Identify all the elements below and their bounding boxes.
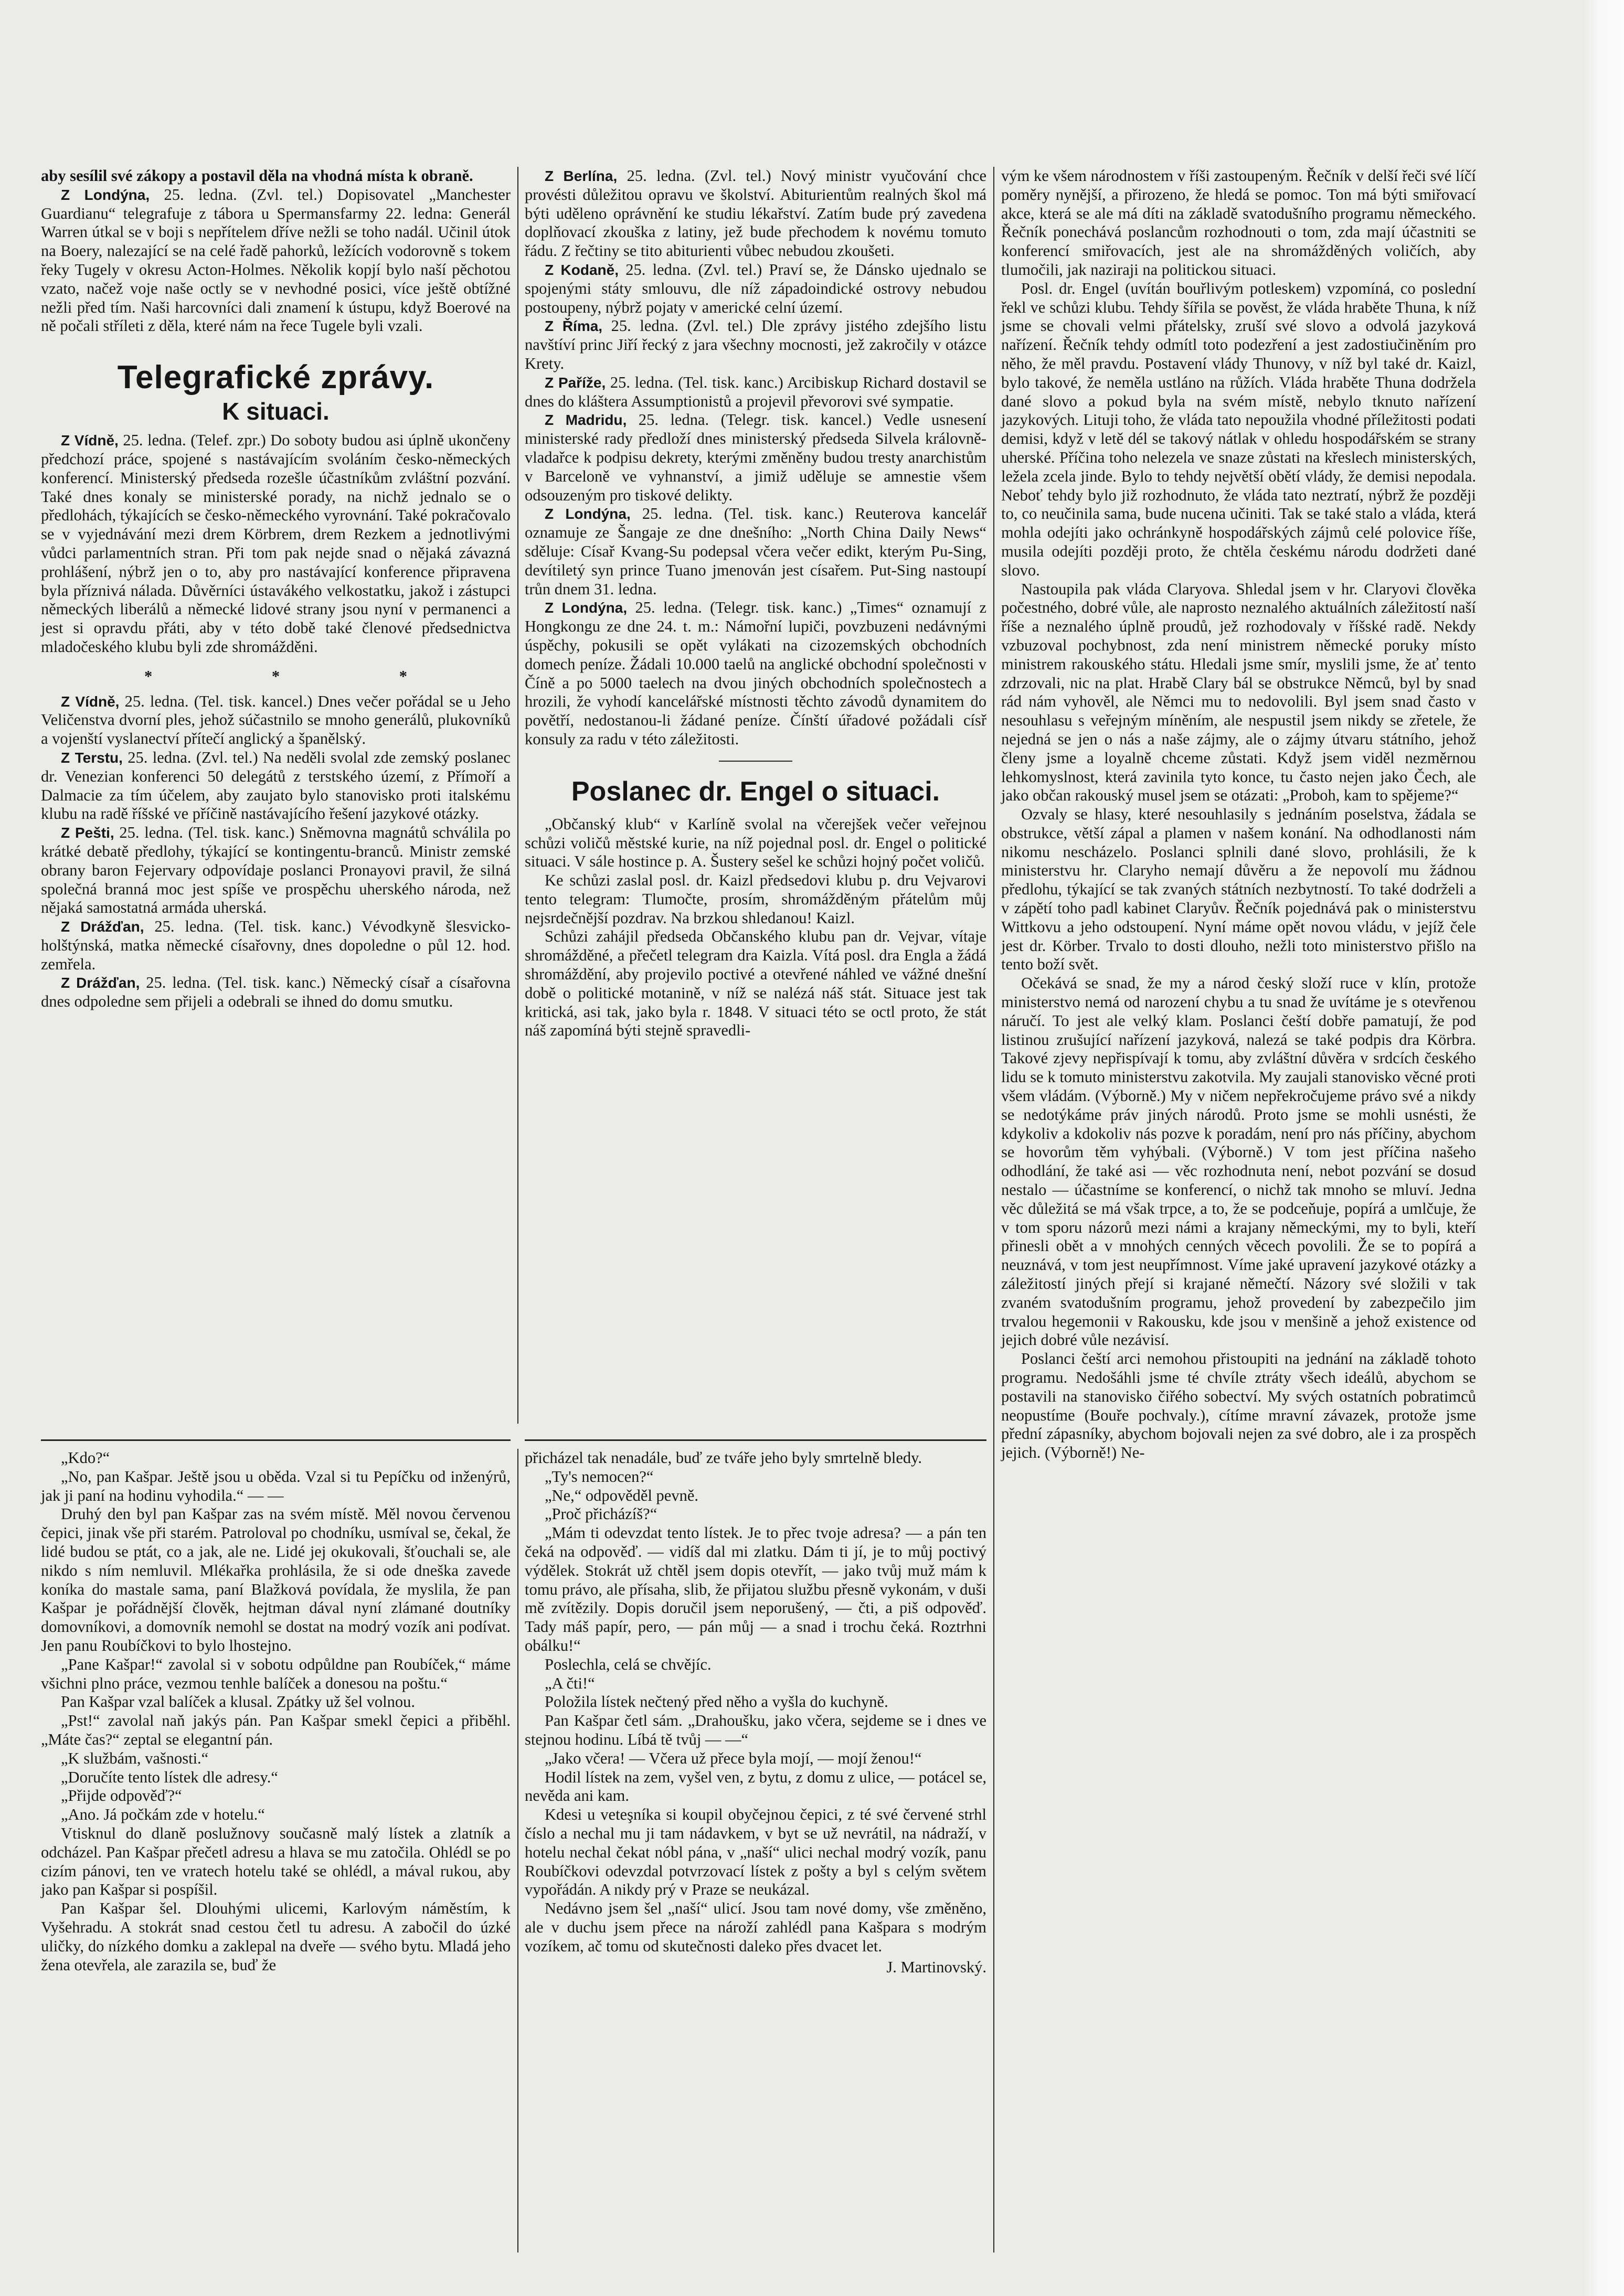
section-subheadline: K situaci. xyxy=(222,398,330,425)
article-londyn-1: Z Londýna, 25. ledna. (Tel. tisk. kanc.) Reuterova kancelář oznamuje ze Šangaje ze dne dnešního: „North China Daily News“ sděluje: Císař Kvang-Su podepsal včera večer edikt, kterým Pu-Sing, devítiletý syn prince Tuano jmenován jest císařem. Put-Sing nastoupí trůn dnem 31. ledna. xyxy=(525,505,986,598)
feuilleton-rule-mid xyxy=(525,1439,986,1441)
column-1 xyxy=(41,167,511,1011)
feuilleton-paragraph: „Přijde odpověď?“ xyxy=(61,1787,182,1805)
engel-paragraph-2: Ke schůzi zaslal posl. dr. Kaizl předsedovi klubu p. dru Vejvarovi tento telegram: Tlumočte, prosím, shromážděným přátelům můj nejsrdečnější pozdrav. Na brzkou shledanou! Kaizl. xyxy=(525,871,986,927)
feuilleton-paragraph: „A čti!“ xyxy=(545,1674,595,1692)
stars-divider: * * * xyxy=(144,667,465,685)
author-signature: J. Martinovský. xyxy=(886,1958,986,1976)
article-londyn-2: Z Londýna, 25. ledna. (Telegr. tisk. kanc.) „Times“ oznamují z Hongkongu ze dne 24. t. m.: Námořní lupiči, povzbuzeni nedávnými úspěchy, pokusili se opět vylákati na cizozemských obchodních domech peníze. Žádali 10.000 taelů na anglické obchodní společnosti v Číně a po 5000 taelech na dvou jiných obchodních společnostech a hrozili, že vyhodí kancelářské místnosti těchto závodů dynamitem do povětří, nedostanou-li žádané peníze. Čínští úřadové požádali císř konsuly za radu v této záležitosti. xyxy=(525,599,986,748)
article-berlin: Z Berlína, 25. ledna. (Zvl. tel.) Nový ministr vyučování chce provésti důležitou opravu ve školství. Abiturientům realných škol má býti uděleno oprávnění ke studiu lékařství. Zatím bude prý zavedena doplňovací zkouška z latiny, jež bude přechodem k novému tomuto řádu. Z řečtiny se tito abiturienti vůbec nebudou zkoušeti. xyxy=(525,167,986,260)
engel-paragraph-3: Schůzi zahájil předseda Občanského klubu pan dr. Vejvar, vítaje shromážděné, a přečetl telegram dra Kaizla. Vítá posl. dra Engla a žádá shromáždění, aby projevilo poctivé a otevřené náhled ve vážné dnešní době o politické motanině, v níž se nalézá náš stát. Situace jest tak kritická, asi tak, jako byla r. 1848. V situaci této se octl proto, že stát náš zapomíná býti stejně spravedli- xyxy=(525,927,986,1040)
feuilleton-paragraph: „Doručíte tento lístek dle adresy.“ xyxy=(61,1768,278,1786)
feuilleton-paragraph: Kdesi u veteşníka si koupil obyčejnou čepici, z té své červené strhl číslo a nechal mu ji tam nádavkem, v byt se už nevrátil, na nádraží, v hotelu nechal čekat nóbl pána, v „naší“ ulici nechal modrý vozík, panu Roubíčkovi odevzdal potvrzovací lístek z pošty a byl s celým světem vypořádán. A nikdy prý v Praze se neukázal. xyxy=(525,1806,986,1899)
feuilleton-paragraph: „Ano. Já počkám zde v hotelu.“ xyxy=(61,1806,265,1824)
feuilleton-paragraph: „Mám ti odevzdat tento lístek. Je to přec tvoje adresa? — a pán ten čeká na odpověď. — vidíš dal mi zlatku. Dám ti jí, je to můj poctivý výdělek. Stokrát už chtěl jsem dopis otevřít, — jako tvůj muž mám k tomu právo, ale přísaha, slib, že přijatou službu přesně vykonám, v duši mě zvítězily. Dopis doručil jsem neporušený, — čti, a piš odpověď. Tady máš papír, pero, — pán můj — a snad i trochu čeká. Roztrhni obálku!“ xyxy=(525,1524,986,1654)
feuilleton-paragraph: Položila lístek nečtený před něho a vyšla do kuchyně. xyxy=(545,1693,888,1711)
column-rule-3 xyxy=(517,1449,518,2252)
feuilleton-column-1 xyxy=(41,1449,511,1974)
feuilleton-paragraph: Nedávno jsem šel „naší“ ulicí. Jsou tam nové domy, vše změněno, ale v duchu jsem přece na nároží zahlédl pana Kašpara s modrým vozíkem, ač tomu od skutečnosti daleko přes dvacet let. xyxy=(525,1899,986,1955)
column-3 xyxy=(1001,167,1476,1462)
article-pest: Z Pešti, 25. ledna. (Tel. tisk. kanc.) Sněmovna magnátů schválila po krátké debatě předlohy, týkající se kontingentu-branců. Ministr zemské obrany baron Fejervary odpovídaje poslanci Pronayovi pravil, že silná společná branná moc jest spíše ve prospěchu uherského národa, než nějaká samostatná armáda uherská. xyxy=(41,824,511,917)
article-kodan: Z Kodaně, 25. ledna. (Zvl. tel.) Praví se, že Dánsko ujednalo se spojenými státy smlouvu, dle níž západoindické ostrovy nebudou postoupeny, nýbrž pojaty v americké celní území. xyxy=(525,260,986,316)
article-drazdany-2: Z Drážďan, 25. ledna. (Tel. tisk. kanc.) Německý císař a císařovna dnes odpoledne sem přijeli a odebrali se ihned do domu smutku. xyxy=(41,974,511,1011)
column-rule-1 xyxy=(517,167,518,1424)
article-terst: Z Terstu, 25. ledna. (Zvl. tel.) Na neděli svolal zde zemský poslanec dr. Venezian konferenci 50 delegátů z terstského území, z Přímoří a Dalmacie za tím účelem, aby zaujato bylo stanovisko proti italskému klubu na radě říšské ve příčině nastávajícího řešení jazykové otázky. xyxy=(41,748,511,823)
article-londyn: Z Londýna, 25. ledna. (Zvl. tel.) Dopisovatel „Manchester Guardianu“ telegrafuje z tábora u Spermansfarmy 22. ledna: Generál Warren útkal se v boji s nepřítelem dříve nežli se toho nadál. Učinil útok na Boery, nalezající se na celé řadě pahorků, ležících vodorovně s tokem řeky Tugely v okresu Acton-Holmes. Několik kopjí bylo naší pěchotou vzato, načež voje naše octly se v nevhodné posici, více ještě obtížné nežli před tím. Naši harcovníci dali znamení k ústupu, když Boerové na ně počali stříleti z děla, které nám na řece Tugele byli vzali. xyxy=(41,185,511,335)
feuilleton-paragraph: „Kdo?“ xyxy=(61,1449,110,1467)
short-divider xyxy=(719,761,792,762)
feuilleton-paragraph: Pan Kašpar četl sám. „Drahoušku, jako včera, sejdeme se i dnes ve stejnou hodinu. Líbá tě tvůj — —“ xyxy=(525,1712,986,1748)
feuilleton-paragraph: „Jako včera! — Včera už přece byla mojí, — mojí ženou!“ xyxy=(545,1749,922,1767)
feuilleton-paragraph: Pan Kašpar šel. Dlouhými ulicemi, Karlovým náměstím, k Vyšehradu. A stokrát snad cestou četl tu adresu. A zabočil do úzké uličky, do nízkého domku a zaklepal na dveře — svého bytu. Mladá jeho žena otevřela, ale zarazila se, buď že xyxy=(41,1899,511,1974)
feuilleton-paragraph: „Proč přicházíš?“ xyxy=(545,1505,657,1523)
feuilleton-rule-left xyxy=(41,1439,511,1441)
feuilleton-paragraph: přicházel tak nenadále, buď ze tváře jeho byly smrtelně bledy. xyxy=(525,1449,922,1467)
article-drazdany-1: Z Drážďan, 25. ledna. (Tel. tisk. kanc.) Vévodkyně šlesvicko-holštýnská, matka německé císařovny, dnes dopoledne o půl 12. hod. zemřela. xyxy=(41,917,511,973)
feuilleton-column-2 xyxy=(525,1449,986,1977)
article-headline-engel: Poslanec dr. Engel o situaci. xyxy=(571,776,940,807)
feuilleton-paragraph: „Ne,“ odpověděl pevně. xyxy=(545,1486,699,1504)
feuilleton-paragraph: „Pst!“ zavolal naň jakýs pán. Pan Kašpar smekl čepici a přiběhl. „Máte čas?“ zeptal se elegantní pán. xyxy=(41,1712,511,1748)
feuilleton-paragraph: „Pane Kašpar!“ zavolal si v sobotu odpůldne pan Roubíček,“ máme všichni plno práce, vezmou tenhle balíček a donesou na poštu.“ xyxy=(41,1655,511,1692)
engel-cont-2: Posl. dr. Engel (uvítán bouřlivým potleskem) vzpomíná, co poslední řekl ve schůzi klubu. Tehdy šířila se pověst, že vláda hraběte Thuna, k níž jsme se chovali velmi přátelsky, zruší své slovo a odvolá jazyková nařízení. Řečník tehdy odmítl toto podezření a jest zadostiučiněním pro něho, že měl pravdu. Postavení vlády Thunovy, v níž byl také dr. Kaizl, bylo takové, že nemělа ustláno na růžích. Vláda hraběte Thuna dodržela dané slovo a pokud byla na svém místě, nebylo tknuto nařízení jazykových. Lituji toho, že vláda tato nepoužila vhodné příležitosti podati demisi, když v letě dél se takový nátlak v ohledu hospodářském se strany uherské. Příčina toho nelezela ve snaze zůstati na křeslech ministerských, ležela zcela jinde. Bylo to tehdy největší obětí vlády, že demisi nepodala. Neboť tehdy bylo již rozhodnuto, že vláda tato neztratí, nýbrž že později to, co neučinila sama, bude nucena učiniti. Tak se také stalo a vláda, která mohla odejíti jako ochránkyně hospodářských zájmů celé polovice říše, musila odejíti později proto, že chtěla českému národu dodržeti dané slovo. xyxy=(1001,279,1476,579)
feuilleton-paragraph: „K službám, vašnosti.“ xyxy=(61,1749,209,1767)
feuilleton-paragraph: Vtisknul do dlaně poslužnovy současně malý lístek a zlatník a odcházel. Pan Kašpar přečetl adresu a hlava se mu zatočila. Ohlédl se po cizím pánovi, ten ve vratech hotelu také se ohlédl, a mával rukou, aby jako pan Kašpar si pospíšil. xyxy=(41,1824,511,1899)
paragraph-top: aby sesílil své zákopy a postavil děla na vhodná místa k obraně. xyxy=(41,167,473,185)
article-madrid: Z Madridu, 25. ledna. (Telegr. tisk. kancel.) Vedle usnesení ministerské rady předloží dnes ministerský předseda Silvela královně-vladařce k podpisu dekrety, kterými změněny budou tresty anarchistům v Barceloně ve vyhnanství, a jimiž uděluje se amnestie všem odsouzeným pro tiskové delikty. xyxy=(525,411,986,504)
article-viden-1: Z Vídně, 25. ledna. (Telef. zpr.) Do soboty budou asi úplně ukončeny předchozí práce, spojené s nastávajícím svoláním česko-německých konferencí. Ministerský předseda rozešle účastníkům zvláštní pozvání. Také dnes konaly se ministerské porady, na nichž jednalo se o předlohách, týkajících se česko-německého vyrovnání. Také pokračovalo se v vyjednávání mezi drem Körbrem, drem Rezkem a jednotlivými vůdci parlamentních stran. Při tom pak nejde snad o nějaká závazná prohlášení, nýbrž jen o to, aby pro nastávající konference připravena byla příznivá nálada. Důvěrníci ústavákého velkostatku, jakož i zástupci německých liberálů a německé lidové strany jsou nyní v permanenci a jest si opravdu přáti, aby v této době také členové předsednictva mladočeského klubu byli zde shromážděni. xyxy=(41,431,511,656)
engel-cont-4: Ozvaly se hlasy, které nesouhlasily s jednáním poselstva, žádala se obstrukce, větší zápal a plamen v našem konání. Na odhodlanosti nám nikomu nescházelo. Poslanci splnili dané slovo, prohlásili, že k ministerstvu hr. Claryho nemají důvěru a že nepovolí mu žádnou předlohu, týkající se tak zvaných státních nezbytností. To také dodrželi a v zápětí toho padl kabinet Claryův. Řečník pojednává pak o ministerstvu Wittkovu a jeho odstoupení. Nyní máme opět novou vládu, v jejíž čele jest dr. Körber. Trvalo to dosti dlouho, nežli toto ministerstvo přišlo na tento boží svět. xyxy=(1001,805,1476,974)
column-2 xyxy=(525,167,986,1040)
engel-cont-3: Nastoupila pak vláda Claryova. Shledal jsem v hr. Claryovi člověka počestného, dobré vůle, ale naprosto neznalého aktuálních záležitostí naší říše a neznalého úplně proudů, jež rozhodovaly v říšské radě. Nekdy vzbuzoval pochybnost, zda není ministrem německé poruky místo ministrem rakouského státu. Hledali jsme smír, myslili jsme, že ať tento zdrzovali, nic na plat. Hrabě Clary bál se obstrukce Němců, byl by snad rád nám vyhověl, ale Němci mu to nedovolili. Byl jsem snad často v nesouhlasu s veřejným míněním, ale nespustil jsem nikdy se zřetele, že nejedná se jen o nás a naše zájmy, ale o zájmy útvaru státního, jehož členy jsme a loyalně chceme zůstati. Když jsem viděl nezměrnou lehkomyslnost, která zavinila tyto konce, tu často nejen jako Čech, ale jako občan rakouský musel jsem se otázati: „Proboh, kam to spějeme?“ xyxy=(1001,580,1476,805)
engel-cont-5: Očekává se snad, že my a národ český složí ruce v klín, protože ministerstvo nemá od narození chybu a tu snad že uvítáme je s otevřenou náručí. To jest ale velký klam. Poslanci čeští dobře pamatují, že pod listinou zrušující nařízení jazyková, nalezá se také podpis dra Körbra. Takové zjevy nepřispívají k tomu, aby zvláštní důvěra v srdcích českého lidu se k tomuto ministerstvu zakotvila. My zaujali stanovisko věcné proti všem vládám. (Výborně.) My v ničem nepřekročujeme právo své a nikdy se nedotýkáme práv jiných národů. Proto jsme se mohli usnésti, že kdykoliv a kdokoliv nás pozve k poradám, není pro nás příčiny, abychom se hovorům těm vyhýbali. (Výborně.) V tom jest příčina našeho odhodlání, že také asi — věc rozhodnuta není, nebot pozvání se dosud nestalo — účastníme se konferencí, o nichž tak mnoho se mluví. Jedna věc důležitá se má však trpce, a to, že se podceňuje, popírá a umlčuje, že v tom sporu názorů mezi námi a krajany německými, my to byli, kteří přinesli obět a v mnohých cenných věcech povolili. Že se to popírá a neuznává, v tom jest neupřímnost. Víme jaké upravení jazykové otázky a záležitostí jiných přejí si krajané němečtí. Názory své složili v tak zvaném svatodušním programu, jehož provedení by zabezpečilo jim trvalou hegemonii v Rakousku, kde jsou v menšině a jehož existence od jejich dobré vůle nezávisí. xyxy=(1001,974,1476,1349)
article-viden-2: Z Vídně, 25. ledna. (Tel. tisk. kancel.) Dnes večer pořádal se u Jeho Veličenstva dvorní ples, jehož súčastnilo se mnoho generálů, plukovníků a vojenští vyslanectví přítečí anglický a španělský. xyxy=(41,692,511,748)
feuilleton-paragraph: „No, pan Kašpar. Ještě jsou u oběda. Vzal si tu Pepíčku od inženýrů, jak ji paní na hodinu vyhodila.“ — — xyxy=(41,1467,511,1504)
article-pariz: Z Paříže, 25. ledna. (Tel. tisk. kanc.) Arcibiskup Richard dostavil se dnes do kláštera Assumptionistů a projevil převorovi své sympatie. xyxy=(525,373,986,410)
scan-margin xyxy=(1582,0,1624,2296)
engel-cont-6: Poslanci čeští arci nemohou přistoupiti na jednání na základě tohoto programu. Nedošáhli jsme té chvíle ztráty všech ideálů, abychom se postavili na stanovisko čiřého sobectví. My svých ostatních pobratimců neopustíme (Bouře pochvaly.), cítíme mravní závazek, protože jsme přední zápasníky, abychom bojovali nejen za své dobro, ale i za prospěch jejich. (Výborně!) Ne- xyxy=(1001,1350,1476,1462)
engel-cont-1: vým ke všem národnostem v říši zastoupeným. Řečník v delší řeči své líčí poměry nynější, a přirozeno, že hledá se pomoc. Ton má býti smiřovací akce, která se ale má díti na základě svatodušního programu německého. Řečník ponechává poslancům rozhodnouti o tom, zda mají účastniti se konferencí smiřovacích, jest ale na shromážděných voličích, aby tlumočili, jak naziraji na politickou situaci. xyxy=(1001,167,1476,279)
feuilleton-paragraph: Druhý den byl pan Kašpar zas na svém místě. Měl novou červenou čepici, jinak vše při starém. Patroloval po chodníku, usmíval se, čekal, že lidé budou se ptát, co a jak, ale ne. Lidé jej okukovali, šťouchali se, ale nikdo s ním nemluvil. Mlékařka prohlásila, že si ode dneška zavede koníka do mastale sama, paní Blažková povídala, že myslila, že pan Kašpar je pořádnější člověk, hejtman dával nyní zlámané doutníky domovníkovi, a domovník nemohl se dostat na modrý vozík ani podívat. Jen panu Roubíčkovi to bylo lhostejno. xyxy=(41,1505,511,1654)
feuilleton-paragraph: „Ty's nemocen?“ xyxy=(545,1467,654,1486)
feuilleton-paragraph: Poslechla, celá se chvějíc. xyxy=(545,1655,712,1673)
section-headline: Telegrafické zprávy. xyxy=(117,359,434,396)
engel-paragraph-1: „Občanský klub“ v Karlíně svolal na včerejšek večer veřejnou schůzi voličů městské kurie, na níž pojednal posl. dr. Engel o politické situaci. V sále hostince p. A. Šustery sešel ke schůzi hojný počet voličů. xyxy=(525,815,986,871)
feuilleton-paragraph: Pan Kašpar vzal balíček a klusal. Zpátky už šel volnou. xyxy=(61,1693,416,1711)
feuilleton-paragraph: Hodil lístek na zem, vyšel ven, z bytu, z domu z ulice, — potácel se, nevěda ani kam. xyxy=(525,1768,986,1805)
column-rule-2 xyxy=(993,167,994,2252)
article-rim: Z Říma, 25. ledna. (Zvl. tel.) Dle zprávy jistého zdejšího listu navštíví princ Jiří řecký z jara všechny mocnosti, jež zakročily v otázce Krety. xyxy=(525,317,987,372)
